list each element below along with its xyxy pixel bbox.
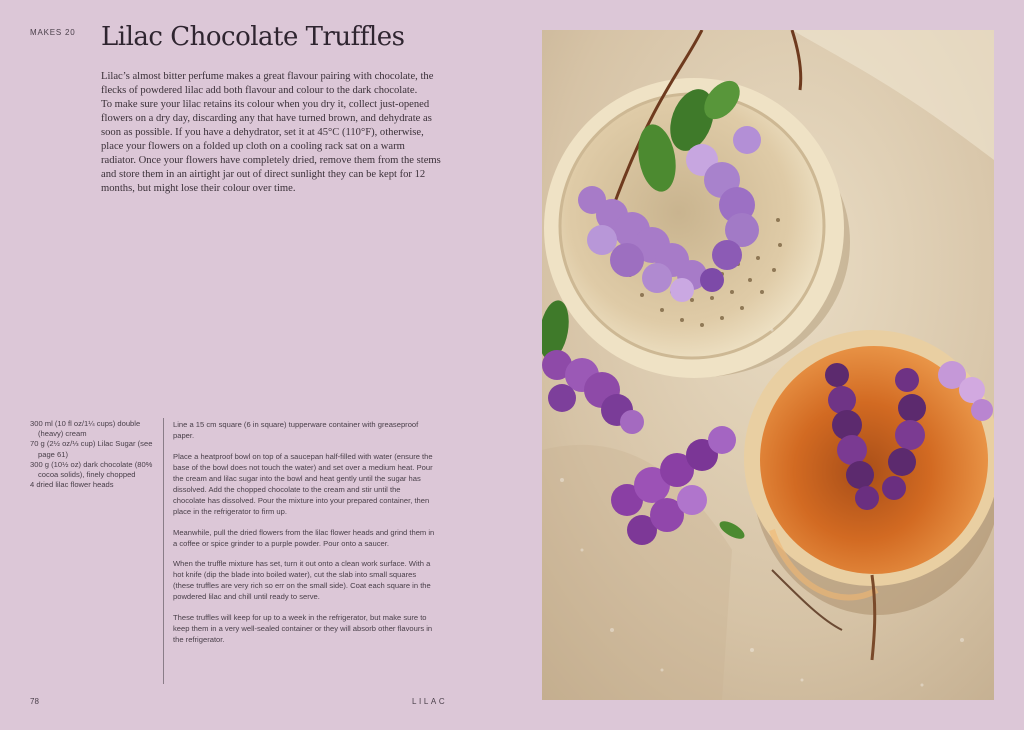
- ingredient-item: 300 ml (10 fl oz/1¼ cups) double (heavy) cream: [30, 419, 141, 439]
- method-step: Line a 15 cm square (6 in square) tupperware container with greaseproof paper.: [173, 420, 419, 440]
- method-step: Place a heatproof bowl on top of a saucepan half-filled with water (ensure the base of the bowl does not touch the water) and set over a medium heat. Pour the cream and lilac sugar into the bowl and heat gently until the sugar has dissolved. Add the chopped chocolate to the cream and stir until the chocolate has dissolved. Pour the mixture into your prepared container, then place in the refrigerator to firm up.: [173, 451, 433, 516]
- ingredient-item: 70 g (2½ oz/⅓ cup) Lilac Sugar (see page 61): [30, 439, 153, 459]
- method-step: Meanwhile, pull the dried flowers from the lilac flower heads and grind them in a coffee or spice grinder to a purple powder. Pour onto a saucer.: [173, 527, 435, 548]
- recipe-photo: [542, 30, 994, 700]
- method-steps: [173, 419, 435, 655]
- running-head: LILAC: [412, 697, 448, 706]
- yield-label: MAKES 20: [30, 28, 76, 37]
- page-number: 78: [30, 697, 39, 706]
- method-step: When the truffle mixture has set, turn it out onto a clean work surface. With a hot knife (dip the blade into boiled water), cut the slab into small squares (these truffles are very rich so err on the small side). Coat each square in the powdered lilac and chill until ready to serve.: [173, 559, 431, 602]
- method-step: These truffles will keep for up to a week in the refrigerator, but make sure to keep them in a very well-sealed container or they will absorb other flavours in the refrigerator.: [173, 613, 433, 645]
- recipe-intro: [101, 70, 441, 196]
- recipe-title: Lilac Chocolate Truffles: [101, 22, 405, 52]
- ingredient-item: 4 dried lilac flower heads: [30, 480, 114, 490]
- ingredient-item: 300 g (10½ oz) dark chocolate (80% cocoa solids), finely chopped: [30, 459, 153, 480]
- column-divider: [163, 418, 164, 684]
- intro-paragraph: Lilac’s almost bitter perfume makes a great flavour pairing with chocolate, the flecks of powdered lilac add both flavour and colour to the dark chocolate.: [101, 71, 434, 96]
- ingredient-list: [30, 419, 155, 490]
- intro-paragraph: To make sure your lilac retains its colour when you dry it, collect just-opened flowers on a dry day, discarding any that have turned brown, and dehydrate as soon as possible. If you have a dehydrator, set it at 45°C (110°F), otherwise, place your flowers on a folded up cloth on a cooling rack sat on a warm radiator. Once your flowers have completely dried, remove them from the stems and store them in an airtight jar out of direct sunlight they can be kept for 12 months, but might lose their colour over time.: [101, 99, 441, 194]
